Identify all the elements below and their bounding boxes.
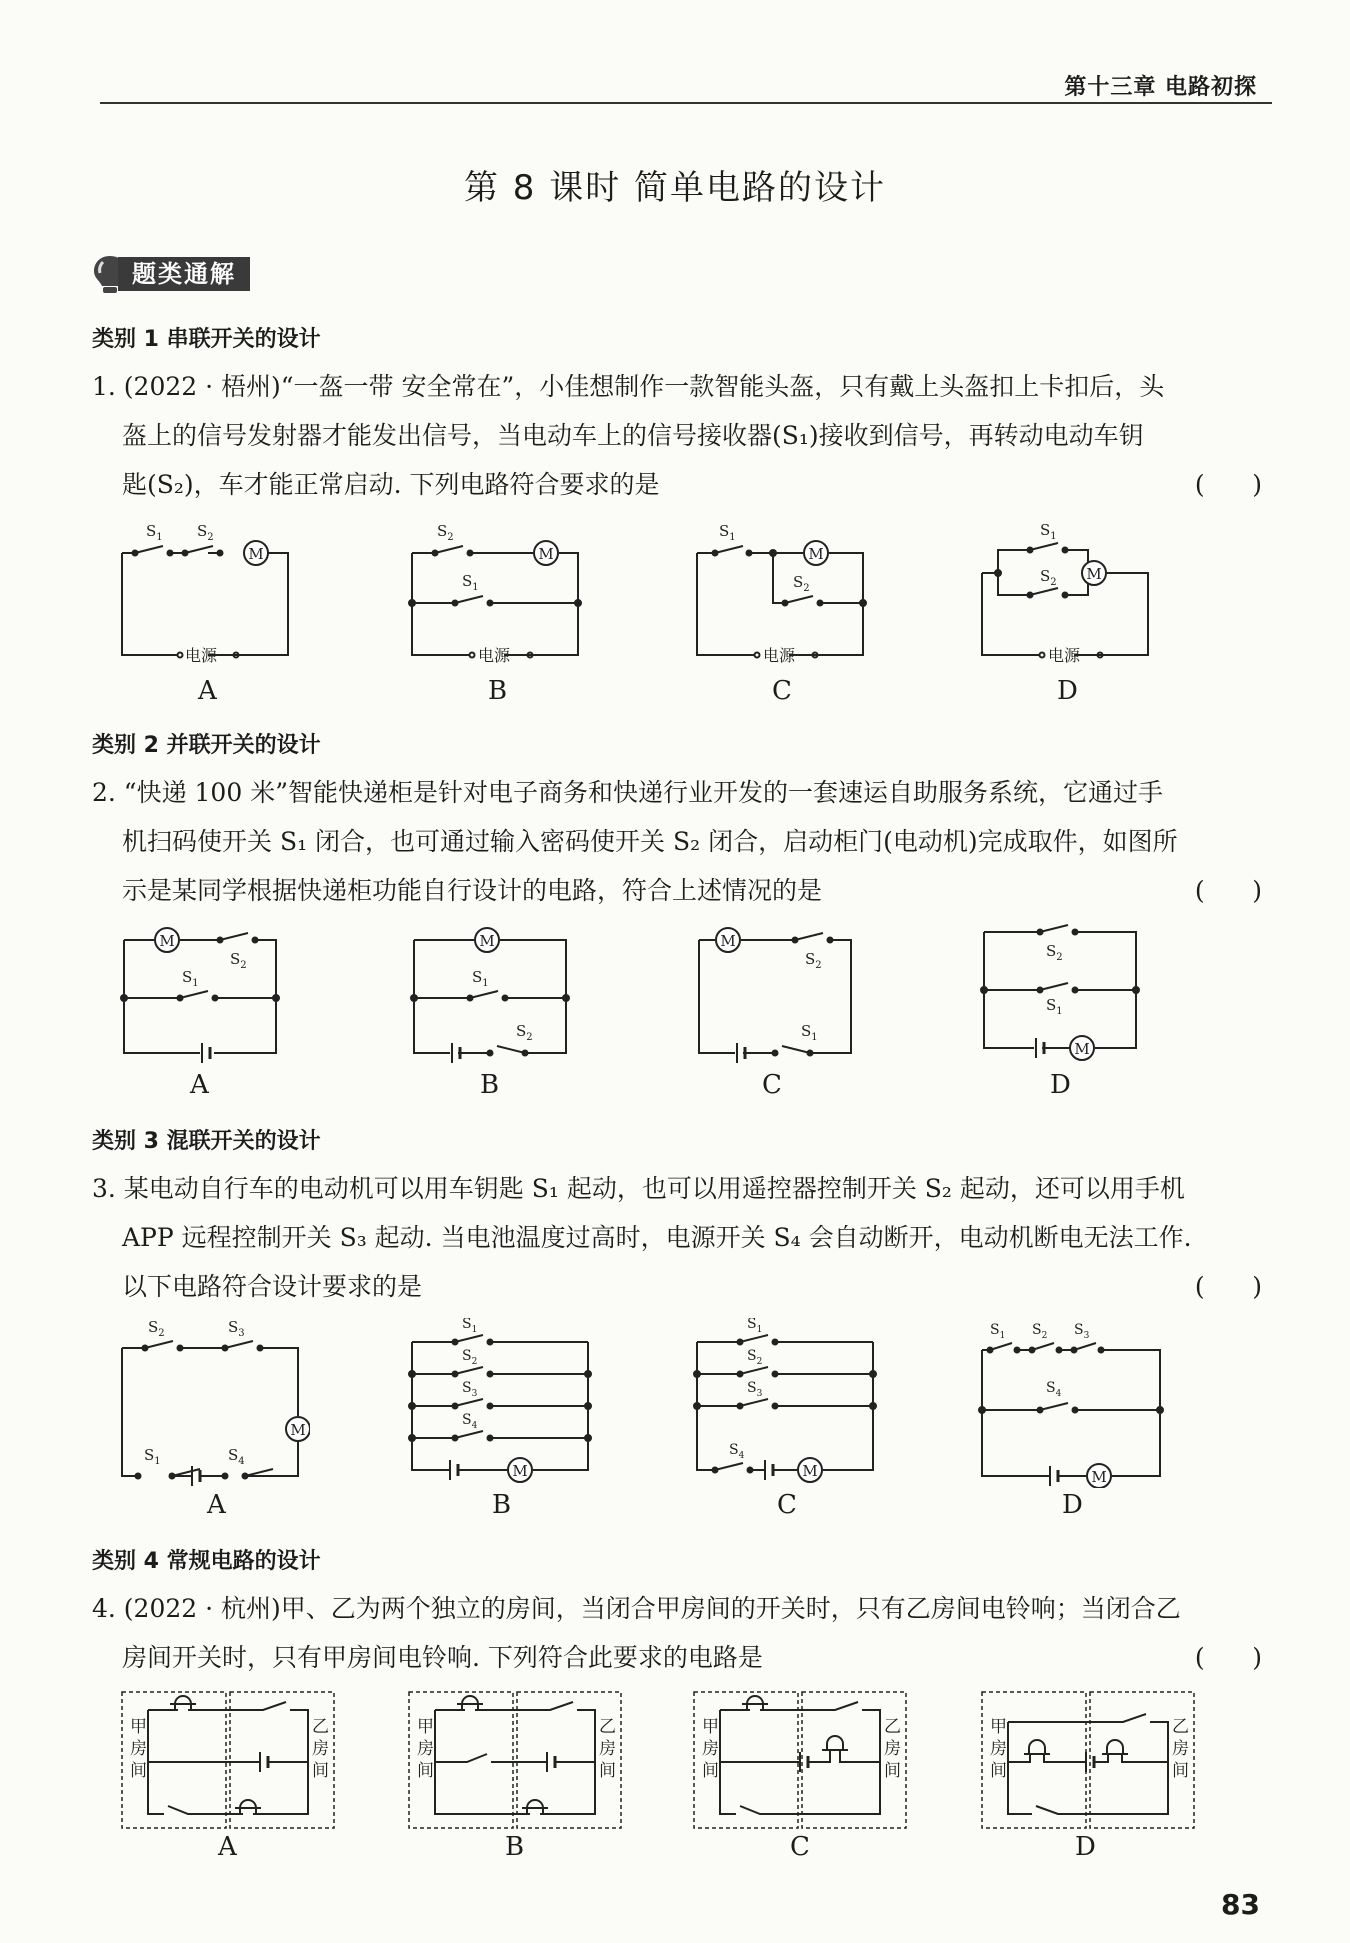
circuit-2a [110,918,290,1068]
svg-text:S1: $S_1$ [801,1022,818,1043]
svg-text:房: 房 [130,1739,147,1759]
question-4 [92,1584,1272,1682]
option-label: A [190,1070,209,1100]
circuit-3a [110,1318,310,1488]
question-1-line: 1. (2022 · 梧州)“一盔一带 安全常在”，小佳想制作一款智能头盔，只有戴上头盔扣上卡扣后，头 [92,372,1165,401]
svg-text:M: M [1086,565,1102,583]
power-label: 电源 [185,646,218,665]
svg-text:S2: $S_2$ [148,1318,165,1339]
svg-text:S2: $S_2$ [805,950,822,971]
question-4-line: 房间开关时，只有甲房间电铃响. 下列符合此要求的电路是 [122,1643,763,1672]
svg-text:M: M [808,545,824,563]
chapter-title: 第十三章 电路初探 [1064,75,1257,100]
svg-text:间: 间 [417,1761,434,1781]
circuit-4c [690,1688,910,1836]
svg-text:乙: 乙 [1172,1717,1189,1737]
lesson-title: 第 8 课时 简单电路的设计 [463,168,887,208]
svg-text:M: M [479,932,495,950]
svg-text:S2: $S_2$ [437,522,454,543]
question-1 [92,362,1272,509]
question-4-line: 4. (2022 · 杭州)甲、乙为两个独立的房间，当闭合甲房间的开关时，只有乙房间电铃响；当闭合乙 [92,1594,1181,1623]
option-label: D [1050,1070,1071,1100]
svg-text:M: M [290,1421,306,1439]
svg-text:S2: $S_2$ [197,522,214,543]
circuit-4d [978,1688,1198,1836]
circuit-1a [110,515,310,680]
question-3-line: APP 远程控制开关 S₃ 起动. 当电池温度过高时，电源开关 S₄ 会自动断开，电动机断电无法工作. [122,1223,1192,1252]
svg-text:电源: 电源 [478,646,511,665]
svg-text:甲: 甲 [702,1717,719,1737]
answer-blank: ( ) [1194,1272,1262,1301]
svg-text:甲: 甲 [990,1717,1007,1737]
svg-text:M: M [538,545,554,563]
svg-text:甲: 甲 [417,1717,434,1737]
question-1-line: 匙(S₂)，车才能正常启动. 下列电路符合要求的是 [122,470,660,499]
section-banner-label: 题类通解 [118,257,250,291]
question-2-line: 示是某同学根据快递柜功能自行设计的电路，符合上述情况的是 [122,876,823,905]
circuit-2b [400,918,580,1068]
svg-text:S2: $S_2$ [1040,567,1057,588]
svg-text:S2: $S_2$ [462,1348,478,1367]
circuit-1c [685,515,885,680]
svg-text:间: 间 [1172,1761,1189,1781]
option-label: D [1075,1832,1096,1862]
svg-text:S2: $S_2$ [516,1022,533,1043]
svg-text:间: 间 [312,1761,329,1781]
svg-text:S1: $S_1$ [462,1318,478,1335]
option-label: B [488,676,508,706]
page-header [100,62,1272,104]
svg-text:S1: $S_1$ [182,968,199,989]
svg-text:S1: $S_1$ [719,522,736,543]
svg-text:M: M [159,932,175,950]
option-label: B [505,1832,525,1862]
svg-text:S1: $S_1$ [1046,996,1063,1017]
svg-text:S1: $S_1$ [146,522,163,543]
svg-text:S4: $S_4$ [462,1412,478,1431]
circuit-1b [400,515,600,680]
option-label: C [790,1832,810,1862]
question-3-line: 以下电路符合设计要求的是 [122,1272,423,1301]
question-3-line: 3. 某电动自行车的电动机可以用车钥匙 S₁ 起动，也可以用遥控器控制开关 S₂ 起动，还可以用手机 [92,1174,1185,1203]
svg-text:间: 间 [599,1761,616,1781]
svg-text:房: 房 [702,1739,719,1759]
svg-text:S1: $S_1$ [1040,521,1057,542]
option-label: B [480,1070,500,1100]
svg-text:房: 房 [312,1739,329,1759]
option-label: B [492,1490,512,1520]
svg-text:S1: $S_1$ [462,572,479,593]
svg-text:M: M [1074,1040,1090,1058]
option-label: A [207,1490,226,1520]
question-3 [92,1164,1272,1311]
category-4: 类别 4 常规电路的设计 [92,1549,321,1574]
svg-text:S4: $S_4$ [729,1442,745,1461]
svg-text:M: M [720,932,736,950]
option-label: C [762,1070,782,1100]
option-label: C [777,1490,797,1520]
svg-text:间: 间 [130,1761,147,1781]
question-2-line: 机扫码使开关 S₁ 闭合，也可通过输入密码使开关 S₂ 闭合，启动柜门(电动机)完成取件，如图所 [122,827,1178,856]
svg-text:S2: $S_2$ [230,950,247,971]
svg-text:S3: $S_3$ [228,1318,245,1339]
svg-text:M: M [1091,1468,1107,1486]
svg-text:电源: 电源 [1048,646,1081,665]
svg-text:S2: $S_2$ [793,573,810,594]
category-3: 类别 3 混联开关的设计 [92,1129,321,1154]
circuit-2d [970,918,1150,1068]
category-1: 类别 1 串联开关的设计 [92,327,321,352]
svg-text:甲: 甲 [130,1717,147,1737]
question-1-line: 盔上的信号发射器才能发出信号，当电动车上的信号接收器(S₁)接收到信号，再转动电动车钥 [122,421,1144,450]
motor-label: M [248,545,264,563]
svg-text:S3: $S_3$ [1074,1322,1090,1341]
svg-text:S1: $S_1$ [472,968,489,989]
page-number: 83 [1221,1888,1260,1921]
svg-text:S3: $S_3$ [747,1380,763,1399]
circuit-4a [118,1688,338,1836]
svg-text:房: 房 [1172,1739,1189,1759]
svg-text:乙: 乙 [312,1717,329,1737]
svg-text:房: 房 [884,1739,901,1759]
circuit-1d [970,515,1170,680]
svg-text:S2: $S_2$ [1032,1322,1048,1341]
svg-text:S4: $S_4$ [228,1446,245,1467]
svg-text:S3: $S_3$ [462,1380,478,1399]
svg-text:S1: $S_1$ [990,1322,1006,1341]
svg-text:S1: $S_1$ [144,1446,161,1467]
answer-blank: ( ) [1194,1643,1262,1672]
option-label: D [1062,1490,1083,1520]
svg-text:房: 房 [417,1739,434,1759]
circuit-4b [405,1688,625,1836]
svg-text:乙: 乙 [599,1717,616,1737]
svg-text:S2: $S_2$ [747,1348,763,1367]
svg-text:S4: $S_4$ [1046,1380,1062,1399]
svg-text:间: 间 [884,1761,901,1781]
svg-text:房: 房 [599,1739,616,1759]
svg-text:乙: 乙 [884,1717,901,1737]
category-2: 类别 2 并联开关的设计 [92,733,321,758]
option-label: A [198,676,217,706]
circuit-3c [685,1318,885,1488]
answer-blank: ( ) [1194,470,1262,499]
circuit-3b [400,1318,600,1488]
svg-text:M: M [512,1462,528,1480]
svg-text:S2: $S_2$ [1046,942,1063,963]
option-label: A [218,1832,237,1862]
svg-text:电源: 电源 [763,646,796,665]
question-2 [92,768,1272,915]
svg-text:间: 间 [990,1761,1007,1781]
option-label: D [1057,676,1078,706]
svg-text:房: 房 [990,1739,1007,1759]
question-2-line: 2. “快递 100 米”智能快递柜是针对电子商务和快递行业开发的一套速运自助服务系统，它通过手 [92,778,1163,807]
svg-text:M: M [802,1462,818,1480]
svg-text:间: 间 [702,1761,719,1781]
answer-blank: ( ) [1194,876,1262,905]
circuit-2c [685,918,865,1068]
svg-text:S1: $S_1$ [747,1318,763,1335]
option-label: C [772,676,792,706]
circuit-3d [970,1318,1170,1488]
